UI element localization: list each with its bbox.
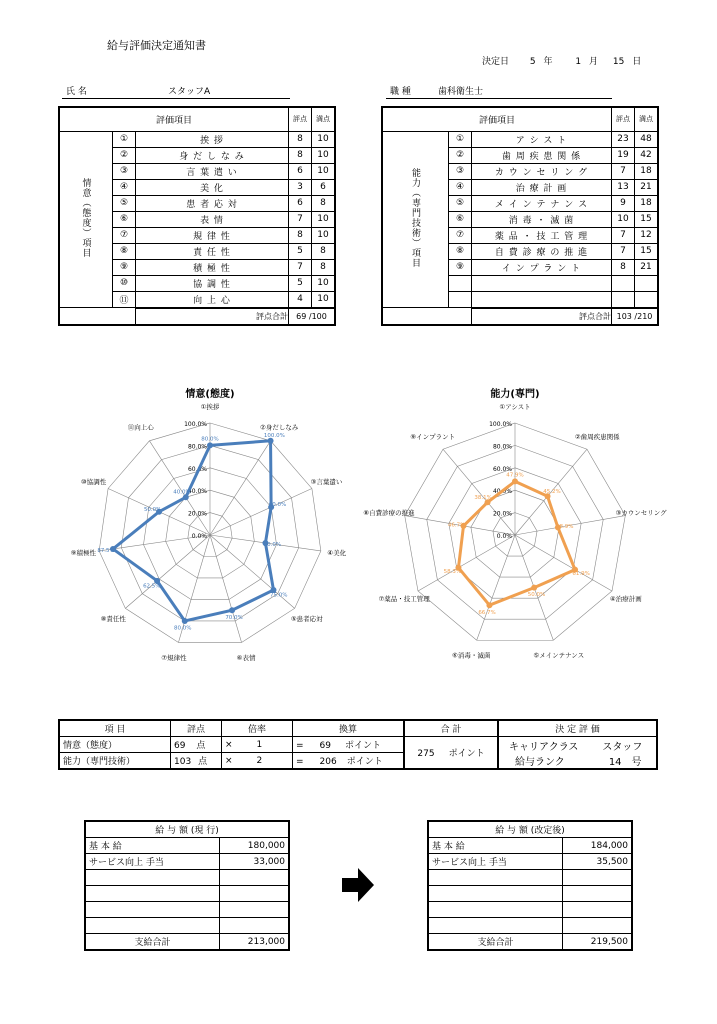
cell-item: 挨 拶 (136, 131, 289, 147)
cell-max: 10 (312, 131, 336, 147)
cell-item: 薬 品 ・ 技 工 管 理 (472, 227, 612, 243)
cell-score: 8 (289, 131, 312, 147)
grid-spoke (477, 535, 515, 640)
cell-no: ⑧ (449, 243, 472, 259)
cell-item: 積 極 性 (136, 259, 289, 275)
score-value: 103 (174, 757, 192, 767)
summary-total (404, 737, 498, 770)
cell-item: カ ウ ン セ リ ン グ (472, 163, 612, 179)
summary-row-conv (293, 753, 405, 770)
pay-row-label: 基 本 給 (85, 838, 220, 854)
cell-score: 7 (612, 243, 635, 259)
cell-score: 7 (612, 227, 635, 243)
data-label: 70.0% (225, 614, 243, 621)
cell-score: 5 (289, 275, 312, 291)
tick-label: 100.0% (184, 421, 207, 428)
cell-score: 9 (612, 195, 635, 211)
rank-value: 14 (608, 756, 622, 768)
conv-value: 206 (319, 757, 337, 767)
cell-max: 15 (635, 211, 659, 227)
category-label: ⑦規律性 (161, 653, 187, 662)
rank-unit: 号 (631, 756, 642, 768)
cell-no (449, 275, 472, 291)
cell-score: 7 (612, 163, 635, 179)
decision-month: 1 (575, 57, 582, 67)
cell-max: 21 (635, 259, 659, 275)
cell-item: 表 情 (136, 211, 289, 227)
summary-header-conv: 換算 (293, 720, 405, 737)
times-sign: × (225, 755, 233, 766)
cell-max: 10 (312, 275, 336, 291)
cell-score: 10 (612, 211, 635, 227)
pay-row-label: 基 本 給 (428, 838, 563, 854)
cell-score: 7 (289, 211, 312, 227)
summary-row-rate (222, 737, 293, 753)
cell-max: 10 (312, 147, 336, 163)
times-sign: × (225, 739, 233, 750)
data-label: 50.0% (527, 592, 546, 599)
cell-score: 8 (289, 147, 312, 163)
day-unit: 日 (632, 57, 642, 67)
cell-no: ⑤ (113, 195, 136, 211)
category-label: ①挨拶 (200, 403, 220, 411)
category-label: ⑥表情 (236, 653, 256, 662)
pay-row-value: 35,500 (563, 854, 633, 870)
cell-max: 21 (635, 179, 659, 195)
cell-item: 歯 周 疾 患 関 係 (472, 147, 612, 163)
total-label: 評点合計 (136, 308, 289, 325)
cell-max: 8 (312, 259, 336, 275)
data-label: 47.9% (506, 472, 524, 479)
cell-score: 8 (289, 227, 312, 243)
data-label: 58.3% (443, 569, 462, 576)
summary-row-score (171, 753, 222, 770)
cell-no: ⑦ (449, 227, 472, 243)
tick-label: 20.0% (492, 510, 512, 518)
score-col-header: 評点 (289, 107, 312, 131)
side-label-cell (382, 131, 449, 308)
cell-no: ⑦ (113, 227, 136, 243)
data-label: 80.0% (174, 625, 192, 632)
rank-label: 給与ランク (515, 756, 565, 768)
pay-total-label: 支給合計 (85, 934, 220, 951)
cell-item: 美 化 (136, 179, 289, 195)
cell-item: 言 葉 遣 い (136, 163, 289, 179)
category-label: ⑤患者応対 (290, 614, 323, 623)
tick-label: 60.0% (187, 465, 207, 473)
data-point (229, 607, 235, 613)
cell-item: 協 調 性 (136, 275, 289, 291)
decision-label: 決定日 (482, 57, 510, 67)
category-label: ⑨インプラント (410, 432, 456, 441)
pay-current-title: 給 与 額 (現 行) (85, 821, 289, 838)
document-title: 給与評価決定通知書 (107, 39, 206, 52)
skill-header: 評価項目 (382, 107, 612, 131)
cell-item: 自 費 診 療 の 推 進 (472, 243, 612, 259)
cell-no: ② (449, 147, 472, 163)
rate-value: 1 (256, 739, 263, 750)
decision-year: 5 (529, 57, 536, 67)
summary-row-score (171, 737, 222, 753)
point-unit: ポイント (345, 741, 382, 751)
category-label: ④美化 (327, 549, 347, 558)
cell-item: ア シ ス ト (472, 131, 612, 147)
pay-row-label: サービス向上 手当 (85, 854, 220, 870)
cell-max: 15 (635, 243, 659, 259)
cell-no: ③ (113, 163, 136, 179)
data-label: 60.0% (268, 502, 287, 509)
cell-max: 8 (312, 195, 336, 211)
tick-label: 0.0% (496, 533, 512, 540)
attitude-table (58, 106, 336, 326)
arrow-right-icon (342, 868, 374, 902)
summary-row-conv (293, 737, 405, 753)
tick-label: 40.0% (187, 488, 207, 496)
max-col-header: 満点 (312, 107, 336, 131)
career-value: スタッフ (602, 741, 643, 753)
cell-max: 10 (312, 227, 336, 243)
summary-header-total: 合 計 (404, 720, 498, 737)
cell-item: 治 療 計 画 (472, 179, 612, 195)
data-point (182, 618, 188, 624)
chart-title: 能力(専門) (490, 389, 540, 400)
cell-score: 13 (612, 179, 635, 195)
max-col-header: 満点 (635, 107, 659, 131)
pay-total-value: 219,500 (563, 934, 633, 951)
tick-label: 60.0% (492, 465, 512, 473)
cell-max: 8 (312, 243, 336, 259)
table-row (382, 131, 658, 147)
cell-item: 患 者 応 対 (136, 195, 289, 211)
cell-item: 身 だ し な み (136, 147, 289, 163)
pay-total-value: 213,000 (220, 934, 290, 951)
cell-score: 5 (289, 243, 312, 259)
data-label: 50.0% (263, 541, 282, 548)
decision-day: 15 (612, 57, 625, 67)
pay-row-value: 180,000 (220, 838, 290, 854)
cell-no (449, 291, 472, 308)
summary-row-rate (222, 753, 293, 770)
category-label: ③言葉遣い (310, 477, 343, 486)
summary-decision (498, 737, 657, 770)
cell-score: 6 (289, 163, 312, 179)
data-label: 38.9% (556, 524, 574, 531)
cell-max: 10 (312, 163, 336, 179)
category-label: ⑧自費診療の推進 (363, 508, 415, 517)
cell-no: ⑤ (449, 195, 472, 211)
grid-spoke (210, 535, 242, 642)
cell-score: 3 (289, 179, 312, 195)
cell-score: 4 (289, 291, 312, 308)
data-label: 50.0% (143, 506, 162, 513)
pay-row-value: 33,000 (220, 854, 290, 870)
pay-row-label: サービス向上 手当 (428, 854, 563, 870)
cell-max: 10 (312, 291, 336, 308)
cell-item: 向 上 心 (136, 291, 289, 308)
cell-no: ⑪ (113, 291, 136, 308)
summary-header-decision: 決 定 評 価 (498, 720, 657, 737)
cell-no: ⑩ (113, 275, 136, 291)
cell-no: ② (113, 147, 136, 163)
skill-radar-chart (363, 385, 667, 665)
cell-max: 12 (635, 227, 659, 243)
cell-max: 6 (312, 179, 336, 195)
name-label: 氏 名 (66, 87, 87, 97)
cell-no: ③ (449, 163, 472, 179)
equals-sign: = (296, 757, 304, 767)
side-label: 情意（態度）項目 (80, 177, 91, 258)
total-value: 69 /100 (289, 308, 336, 325)
tick-label: 40.0% (492, 488, 512, 496)
cell-max: 10 (312, 211, 336, 227)
cell-no: ④ (113, 179, 136, 195)
cell-item: イ ン プ ラ ン ト (472, 259, 612, 275)
score-unit: 点 (198, 757, 208, 767)
cell-item: 消 毒 ・ 滅 菌 (472, 211, 612, 227)
data-label: 87.5% (97, 547, 115, 554)
cell-item (472, 275, 612, 291)
cell-no: ⑥ (449, 211, 472, 227)
cell-score: 7 (289, 259, 312, 275)
data-label: 80.0% (201, 436, 219, 443)
cell-score: 23 (612, 131, 635, 147)
pay-new-title: 給 与 額 (改定後) (428, 821, 632, 838)
cell-no: ④ (449, 179, 472, 195)
attitude-header: 評価項目 (59, 107, 289, 131)
tick-label: 80.0% (492, 443, 512, 451)
data-label: 38.1% (474, 494, 492, 501)
summary-row-item: 能力（専門技術） (59, 753, 171, 770)
cell-no: ① (449, 131, 472, 147)
table-row (59, 131, 335, 147)
cell-score (612, 275, 635, 291)
total-value: 275 (417, 749, 435, 759)
cell-no: ⑥ (113, 211, 136, 227)
cell-score: 6 (289, 195, 312, 211)
category-label: ⑤メインテナンス (533, 651, 585, 660)
score-unit: 点 (196, 741, 206, 751)
data-label: 46.7% (447, 522, 466, 529)
data-point (512, 478, 518, 484)
category-label: ④治療計画 (609, 595, 642, 603)
cell-no: ⑨ (113, 259, 136, 275)
attitude-radar-chart (60, 385, 360, 665)
category-label: ⑧責任性 (100, 614, 126, 623)
summary-header-rate: 倍率 (222, 720, 293, 737)
conv-value: 69 (319, 741, 331, 751)
name-line (62, 84, 290, 99)
category-label: ⑦薬品・技工管理 (378, 595, 430, 603)
cell-max: 48 (635, 131, 659, 147)
side-label: 能力（専門技術）項目 (410, 167, 420, 268)
data-point (486, 602, 492, 608)
category-label: ⑩協調性 (80, 477, 107, 486)
pay-total-label: 支給合計 (428, 934, 563, 951)
equals-sign: = (296, 741, 304, 751)
chart-title: 情意(態度) (185, 389, 235, 400)
skill-table (381, 106, 659, 326)
data-label: 100.0% (263, 432, 285, 439)
tick-label: 20.0% (187, 510, 207, 518)
category-label: ②歯周疾患関係 (574, 432, 620, 441)
data-label: 40.0% (173, 489, 191, 496)
category-label: ⑨積極性 (70, 549, 96, 558)
total-unit: ポイント (448, 749, 485, 759)
rate-value: 2 (256, 755, 263, 766)
tick-label: 0.0% (191, 533, 207, 540)
cell-no: ⑧ (113, 243, 136, 259)
category-label: ②身だしなみ (260, 423, 299, 432)
point-unit: ポイント (346, 757, 383, 767)
cell-item: 規 律 性 (136, 227, 289, 243)
cell-max: 18 (635, 195, 659, 211)
cell-item: 責 任 性 (136, 243, 289, 259)
pay-new-table (427, 820, 633, 951)
score-col-header: 評点 (612, 107, 635, 131)
category-label: ①アシスト (499, 403, 531, 411)
job-line (386, 84, 612, 99)
cell-max: 42 (635, 147, 659, 163)
pay-row-value: 184,000 (563, 838, 633, 854)
data-label: 61.9% (572, 571, 590, 578)
data-label: 66.7% (478, 609, 496, 616)
cell-score (612, 291, 635, 308)
score-value: 69 (174, 741, 186, 751)
name-value: スタッフA (168, 87, 211, 97)
cell-max (635, 275, 659, 291)
total-value: 103 /210 (612, 308, 659, 325)
year-unit: 年 (543, 57, 553, 67)
cell-max: 18 (635, 163, 659, 179)
cell-item (472, 291, 612, 308)
data-label: 62.5% (143, 583, 161, 590)
cell-max (635, 291, 659, 308)
tick-label: 100.0% (489, 421, 512, 428)
summary-header-item: 項 目 (59, 720, 171, 737)
summary-header-score: 評点 (171, 720, 222, 737)
data-label: 75.0% (270, 592, 288, 599)
grid-spoke (418, 535, 515, 591)
category-label: ⑪向上心 (127, 423, 154, 432)
summary-row-item: 情意（態度） (59, 737, 171, 753)
career-label: キャリアクラス (509, 741, 579, 753)
cell-score: 8 (612, 259, 635, 275)
total-label: 評点合計 (472, 308, 612, 325)
decision-date (482, 54, 641, 67)
category-label: ③カウンセリング (615, 508, 667, 517)
month-unit: 月 (589, 57, 599, 67)
job-value: 歯科衛生士 (438, 87, 484, 97)
cell-no: ⑨ (449, 259, 472, 275)
cell-item: メ イ ン テ ナ ン ス (472, 195, 612, 211)
tick-label: 80.0% (187, 443, 207, 451)
summary-table (58, 719, 658, 770)
pay-current-table (84, 820, 290, 951)
cell-score: 19 (612, 147, 635, 163)
cell-no: ① (113, 131, 136, 147)
side-label-cell (59, 131, 113, 308)
data-label: 45.2% (543, 488, 561, 495)
category-label: ⑥消毒・滅菌 (452, 651, 491, 660)
job-label: 職 種 (390, 87, 411, 97)
data-point (531, 585, 537, 591)
data-point (207, 442, 213, 448)
